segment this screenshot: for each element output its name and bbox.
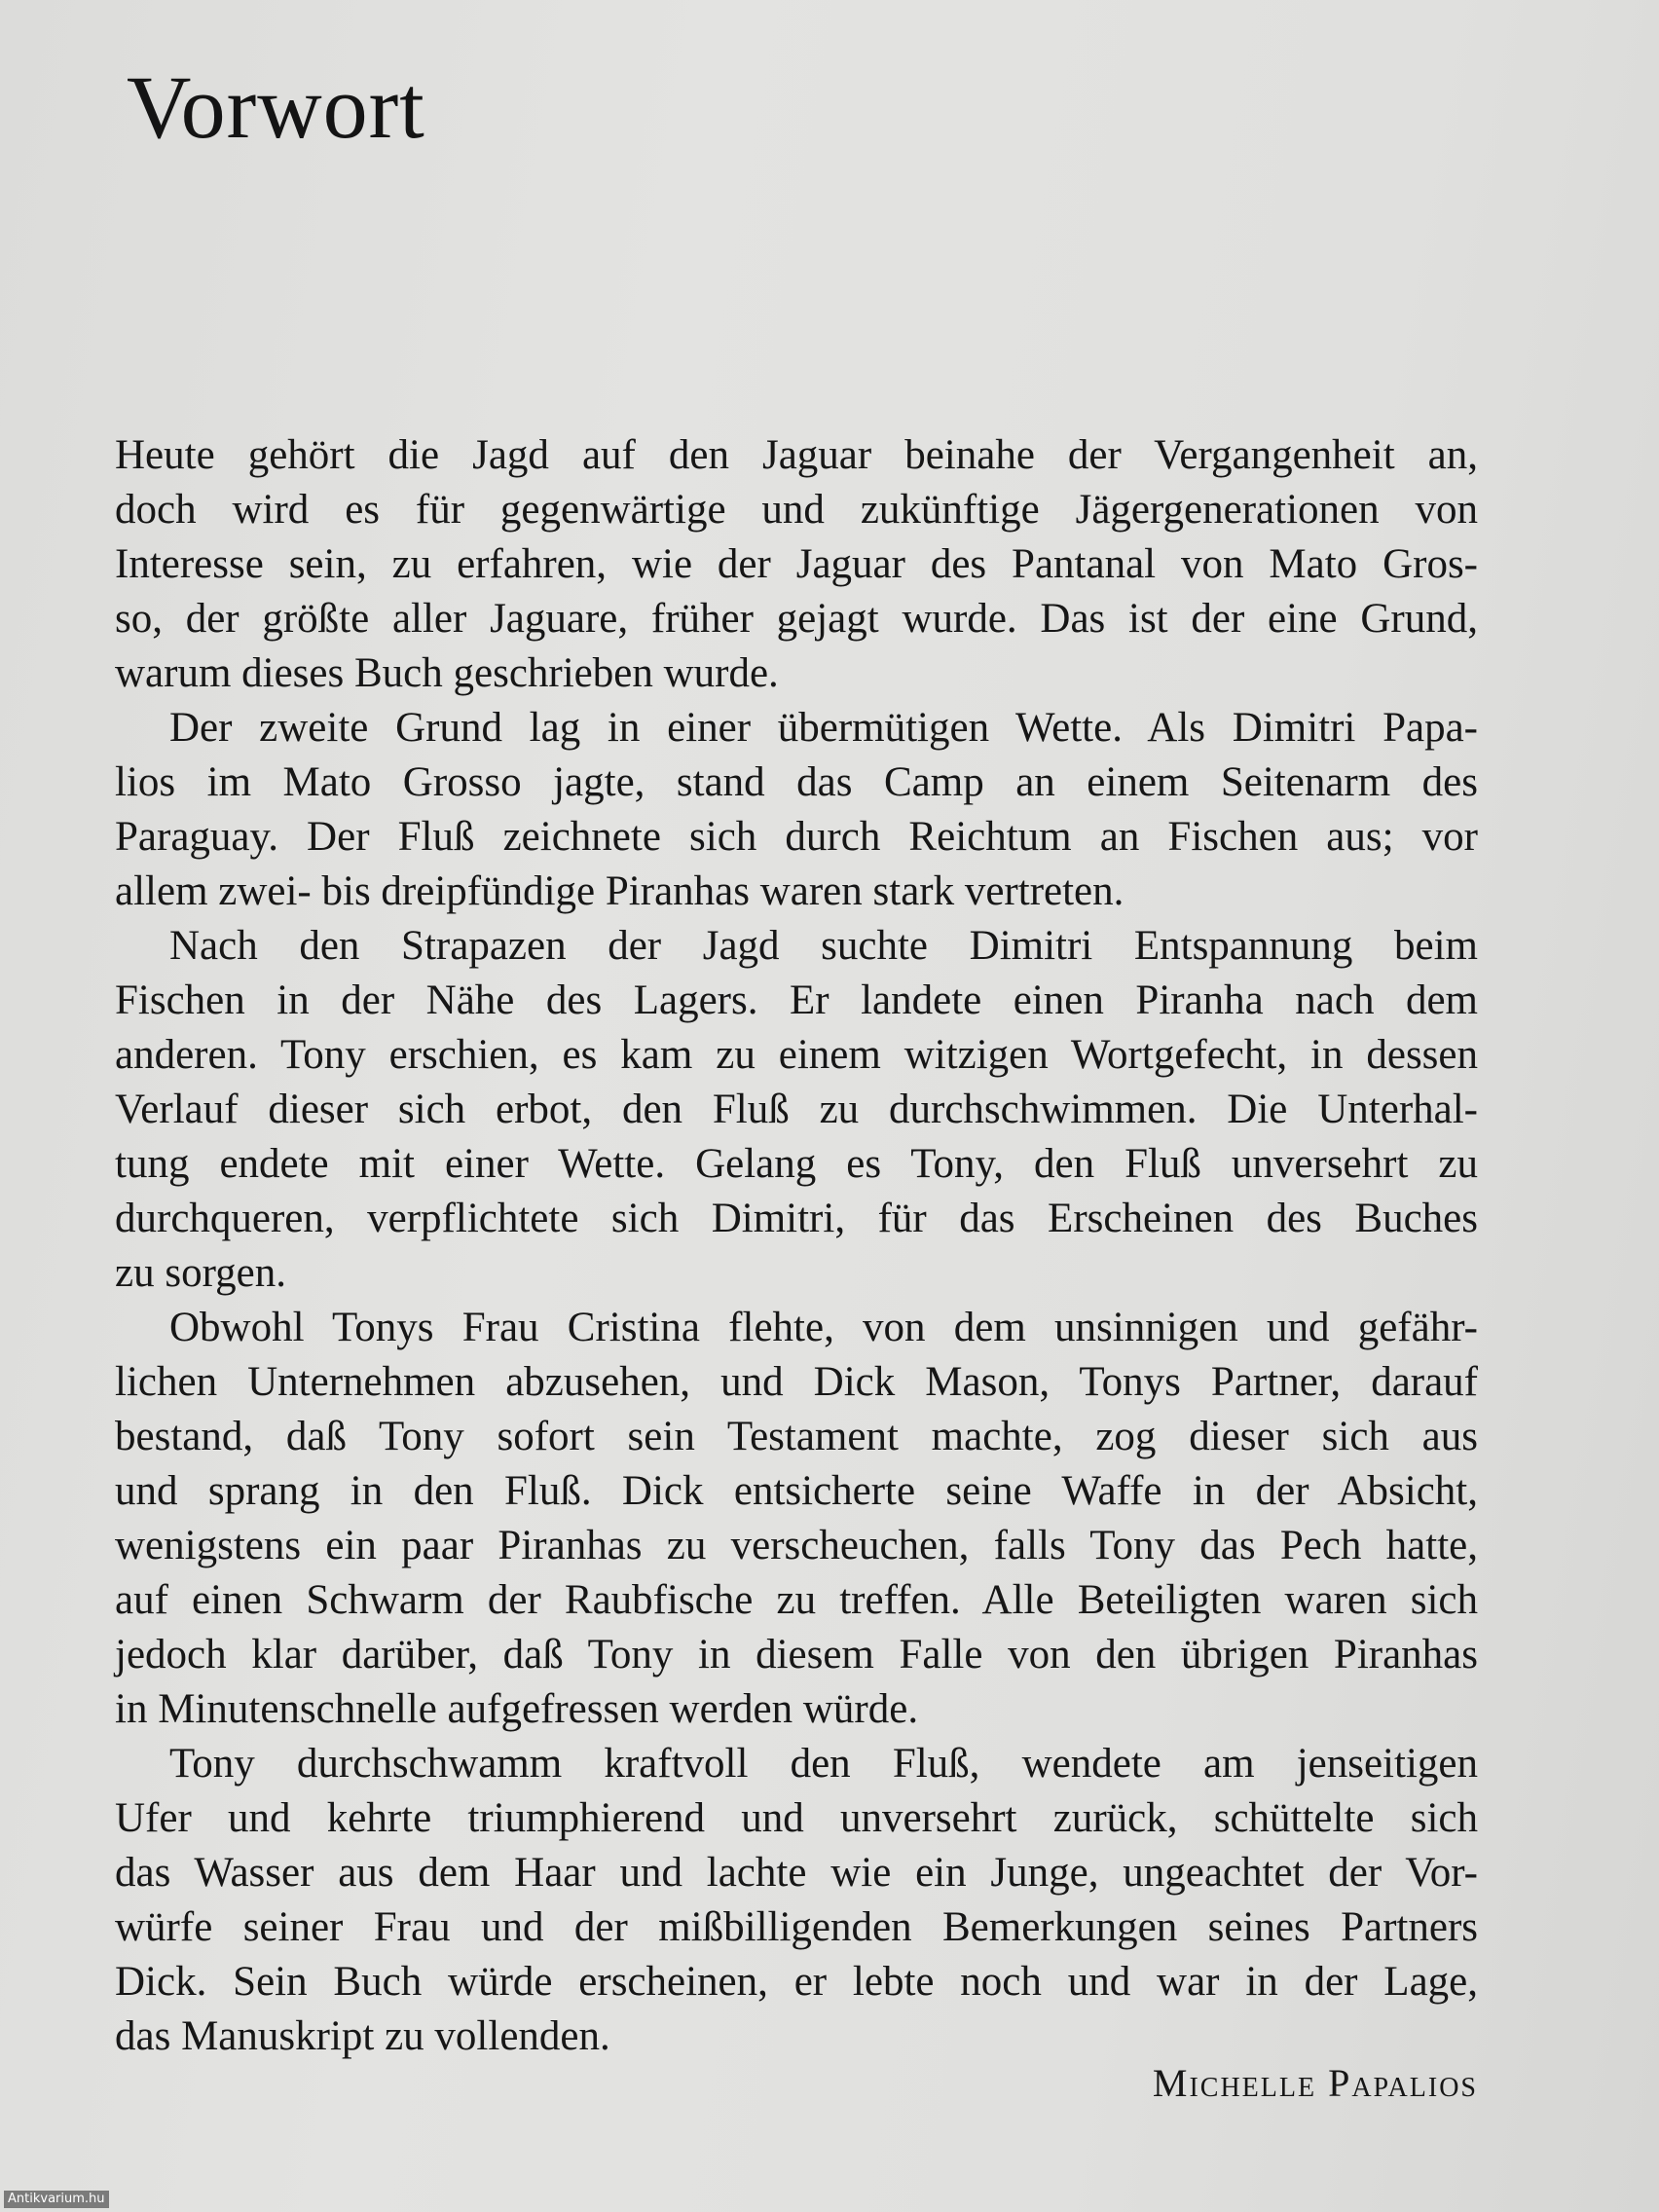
author-signature: Michelle Papalios — [1152, 2061, 1478, 2105]
text-line: das Wasser aus dem Haar und lachte wie ein Junge, ungeachtet der Vor- — [115, 1850, 1478, 1896]
text-line: Der zweite Grund lag in einer übermütigen Wette. Als Dimitri Papa- — [169, 705, 1478, 751]
text-line: tung endete mit einer Wette. Gelang es Tony, den Fluß unversehrt zu — [115, 1141, 1478, 1187]
text-line: würfe seiner Frau und der mißbilligenden Bemerkungen seines Partners — [115, 1904, 1478, 1950]
text-line: Verlauf dieser sich erbot, den Fluß zu durchschwimmen. Die Unterhal- — [115, 1087, 1478, 1132]
text-line: Paraguay. Der Fluß zeichnete sich durch Reichtum an Fischen aus; vor — [115, 814, 1478, 860]
text-line: so, der größte aller Jaguare, früher gejagt wurde. Das ist der eine Grund, — [115, 596, 1478, 642]
preface-text — [115, 428, 1478, 2064]
text-line: doch wird es für gegenwärtige und zukünftige Jägergenerationen von — [115, 487, 1478, 533]
text-line: Interesse sein, zu erfahren, wie der Jaguar des Pantanal von Mato Gros- — [115, 541, 1478, 587]
watermark-label: Antikvarium.hu — [4, 2191, 109, 2208]
text-line: durchqueren, verpflichtete sich Dimitri, für das Erscheinen des Buches — [115, 1196, 1478, 1241]
text-line: jedoch klar darüber, daß Tony in diesem Falle von den übrigen Piranhas — [115, 1632, 1478, 1677]
text-line: allem zwei- bis dreipfündige Piranhas waren stark vertreten. — [115, 868, 1124, 914]
text-line: in Minutenschnelle aufgefressen werden würde. — [115, 1686, 919, 1732]
text-line: Tony durchschwamm kraftvoll den Fluß, wendete am jenseitigen — [169, 1741, 1478, 1787]
paragraph — [115, 1301, 1478, 1737]
text-line: wenigstens ein paar Piranhas zu verscheuchen, falls Tony das Pech hatte, — [115, 1523, 1478, 1568]
paragraph — [115, 919, 1478, 1301]
text-line: Heute gehört die Jagd auf den Jaguar beinahe der Vergangenheit an, — [115, 432, 1478, 478]
text-line: auf einen Schwarm der Raubfische zu treffen. Alle Beteiligten waren sich — [115, 1577, 1478, 1623]
text-line: lios im Mato Grosso jagte, stand das Camp an einem Seitenarm des — [115, 759, 1478, 805]
paragraph — [115, 701, 1478, 919]
text-line: anderen. Tony erschien, es kam zu einem witzigen Wortgefecht, in dessen — [115, 1032, 1478, 1078]
text-line: warum dieses Buch geschrieben wurde. — [115, 650, 779, 696]
page-title: Vorwort — [127, 57, 425, 157]
paragraph — [115, 428, 1478, 701]
text-line: lichen Unternehmen abzusehen, und Dick Mason, Tonys Partner, darauf — [115, 1359, 1478, 1405]
text-line: Fischen in der Nähe des Lagers. Er landete einen Piranha nach dem — [115, 977, 1478, 1023]
text-line: Obwohl Tonys Frau Cristina flehte, von dem unsinnigen und gefähr- — [169, 1305, 1478, 1350]
text-line: bestand, daß Tony sofort sein Testament machte, zog dieser sich aus — [115, 1414, 1478, 1459]
text-line: und sprang in den Fluß. Dick entsicherte seine Waffe in der Absicht, — [115, 1468, 1478, 1514]
paragraph — [115, 1737, 1478, 2064]
text-line: zu sorgen. — [115, 1250, 286, 1296]
text-line: Ufer und kehrte triumphierend und unversehrt zurück, schüttelte sich — [115, 1795, 1478, 1841]
text-line: das Manuskript zu vollenden. — [115, 2013, 610, 2059]
text-line: Nach den Strapazen der Jagd suchte Dimitri Entspannung beim — [169, 923, 1478, 969]
text-line: Dick. Sein Buch würde erscheinen, er lebte noch und war in der Lage, — [115, 1959, 1478, 2005]
